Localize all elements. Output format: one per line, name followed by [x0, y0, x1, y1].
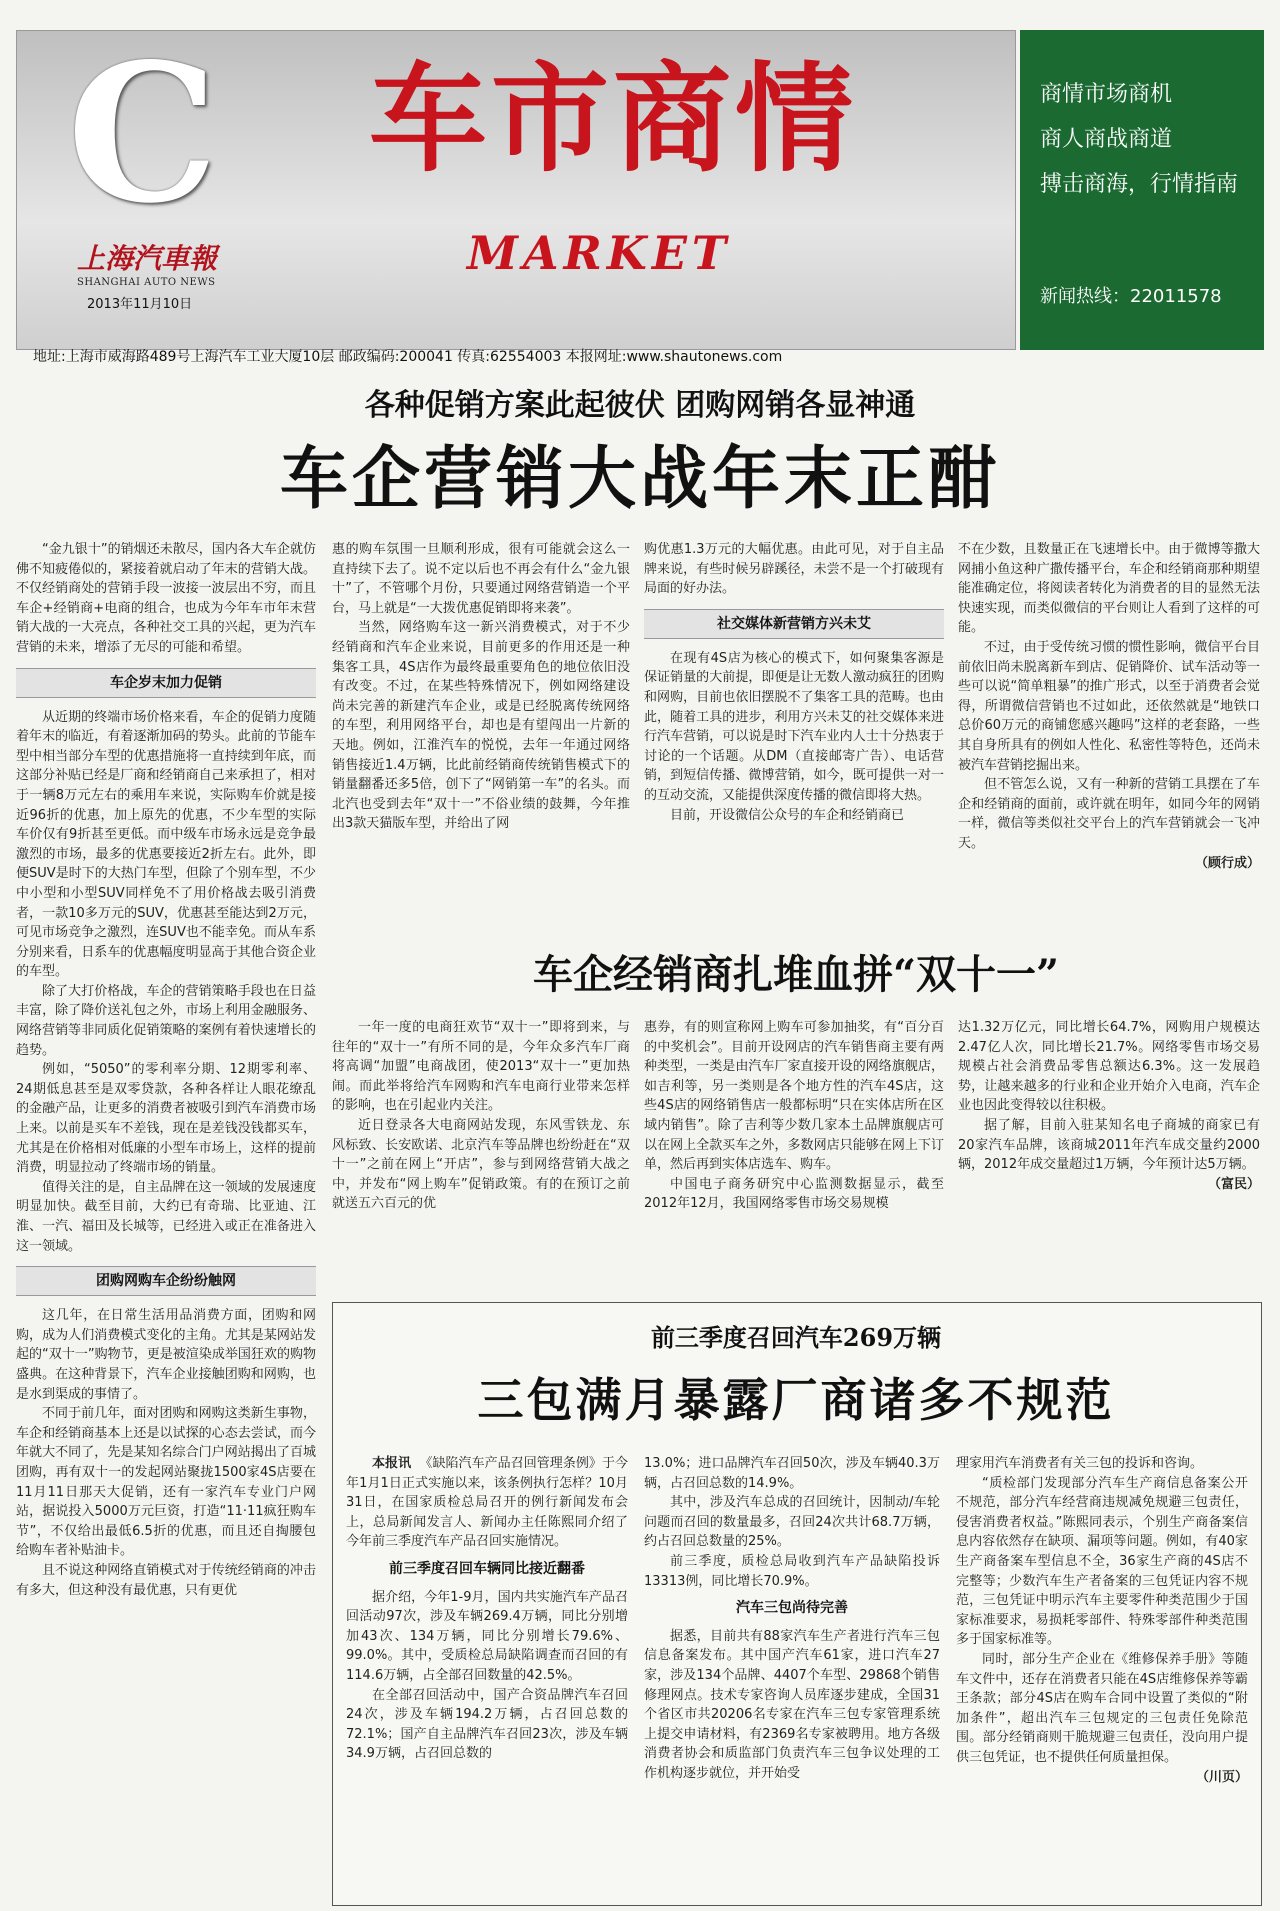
- paragraph: 例如，“5050”的零利率分期、12期零利率、24期低息甚至是双零贷款，各种各样让人眼花缭乱的金融产品，让更多的消费者被吸引到汽车消费市场上来。以前是买车不差钱，现在是差钱没钱都买车，尤其是在价格相对低廉的小型车市场上，这样的提前消费，明显拉动了终端市场的销量。: [16, 1062, 316, 1176]
- paragraph: 据介绍，今年1-9月，国内共实施汽车产品召回活动97次，涉及车辆269.4万辆，同比分别增加43次、134万辆，同比分别增长79.6%、99.0%。其中，受质检总局缺陷调查而召回的有114.6万辆，占全部召回数量的42.5%。: [346, 1589, 628, 1683]
- paragraph: 不过，由于受传统习惯的惯性影响，微信平台目前依旧尚未脱离新车到店、促销降价、试车活动等一些可以说“简单粗暴”的推广形式，以至于消费者会觉得，所谓微信营销也不过如此，还依然就是“地铁口总价60万元的商铺您感兴趣吗”这样的老套路，一些其自身所具有的例如人性化、私密性等特色，还尚未被汽车营销挖掘出来。: [958, 639, 1260, 773]
- section-title: 车市商情: [369, 49, 858, 188]
- story3-column-3: [956, 1454, 1248, 1787]
- masthead-panel: [16, 22, 1016, 365]
- paragraph: 其中，涉及汽车总成的召回统计，因制动/车轮问题而召回的数量最多，召回24次共计68.7万辆，约占召回总数量的25%。: [644, 1495, 940, 1550]
- subheading: 前三季度召回车辆同比接近翻番: [389, 1560, 585, 1577]
- paragraph: 前三季度，质检总局收到汽车产品缺陷投诉13313例，同比增长70.9%。: [644, 1553, 940, 1589]
- story3-kicker: 前三季度召回汽车269万辆: [650, 1323, 942, 1352]
- subheading: 汽车三包尚待完善: [736, 1600, 848, 1617]
- story2-column-2: [644, 1018, 944, 1214]
- paragraph: 理家用汽车消费者有关三包的投诉和咨询。: [956, 1456, 1204, 1471]
- section-title-en: MARKET: [467, 226, 732, 280]
- story1-headline: 车企营销大战年末正酣: [279, 440, 1000, 519]
- paragraph: 目前，开设微信公众号的车企和经销商已: [670, 807, 905, 823]
- paragraph: 达1.32万亿元，同比增长64.7%，网购用户规模达2.47亿人次，同比增长21.7%。网络零售市场交易规模占社会消费品零售总额达6.3%。这一发展趋势，让越来越多的行业和企业开始介入电商，汽车企业也因此变得较以往积极。: [958, 1020, 1260, 1114]
- subheading: 车企岁末加力促销: [16, 668, 316, 698]
- paragraph: 近日登录各大电商网站发现，东风雪铁龙、东风标致、长安欧诺、北京汽车等品牌也纷纷赶在“双十一”之前在网上“开店”，参与到网络营销大战之中，并发布“网上购车”促销政策。有的在预订之前就送五六百元的优: [332, 1117, 630, 1212]
- subheading: 团购网购车企纷纷触网: [16, 1266, 316, 1296]
- story1-kicker: 各种促销方案此起彼伏 团购网销各显神通: [364, 388, 916, 423]
- paragraph: 除了大打价格战，车企的营销策略手段也在日益丰富，除了降价送礼包之外，市场上利用金融服务、网络营销等非同质化促销策略的案例有着快速增长的趋势。: [16, 983, 316, 1058]
- paragraph: 在现有4S店为核心的模式下，如何聚集客源是保证销量的大前提，即便是让无数人激动疯狂的团购和网购，目前也依旧摆脱不了集客工具的范畴。也由此，随着工具的进步，利用方兴未艾的社交媒体来进行汽车营销，可以说是时下汽车业内人士十分热衷于讨论的一个话题。从DM（直接邮寄广告）、电话营销，到短信传播、微博营销，如今，既可提供一对一的互动交流，又能提供深度传播的微信即将大热。: [644, 650, 944, 803]
- paragraph: “质检部门发现部分汽车生产商信息备案公开不规范，部分汽车经营商违规减免规避三包责任，侵害消费者权益。”陈熙同表示，个别生产商备案信息内容依然存在缺项、漏项等问题。例如，有40家生产商备案车型信息不全，36家生产商的4S店不完整等；少数汽车生产者备案的三包凭证内容不规范，三包凭证中明示汽车主要零件种类范围少于国家标准要求，易损耗零部件、特殊零部件种类范围多于国家标准等。: [956, 1475, 1248, 1648]
- paragraph: 这几年，在日常生活用品消费方面，团购和网购，成为人们消费模式变化的主角。尤其是某网站发起的“双十一”购物节，更是被渲染成举国狂欢的购物盛典。在这种背景下，汽车企业接触团购和网购，也是水到渠成的事情了。: [16, 1308, 316, 1402]
- slogan-3: 搏击商海，行情指南: [1040, 172, 1239, 197]
- paragraph: 值得关注的是，自主品牌在这一领域的发展速度明显加快。截至目前，大约已有奇瑞、比亚迪、江淮、一汽、福田及长城等，已经进入或正在准备进入这一领域。: [16, 1179, 316, 1254]
- paragraph: 且不说这种网络直销模式对于传统经销商的冲击有多大，但这种没有最优惠，只有更优: [16, 1562, 316, 1598]
- story1-column-2: [332, 540, 630, 834]
- slogan-1: 商情市场商机: [1040, 82, 1173, 107]
- story2-column-1: [332, 1018, 630, 1214]
- section-letter: C: [67, 22, 219, 245]
- newspaper-name: 上海汽車報: [77, 242, 218, 275]
- story2-column-3: [958, 1018, 1260, 1194]
- newspaper-name-en: SHANGHAI AUTO NEWS: [77, 277, 216, 288]
- issue-date: 2013年11月10日: [87, 297, 193, 312]
- paragraph: 中国电子商务研究中心监测数据显示，截至2012年12月，我国网络零售市场交易规模: [644, 1176, 944, 1212]
- paragraph: 购优惠1.3万元的大幅优惠。由此可见，对于自主品牌来说，有些时候另辟蹊径，未尝不是一个打破现有局面的好办法。: [644, 542, 944, 597]
- story1-column-3: [644, 540, 944, 825]
- paragraph: “金九银十”的销烟还未散尽，国内各大车企就仿佛不知疲倦似的，紧接着就启动了年末的营销大战。不仅经销商处的营销手段一波接一波层出不穷，而且车企+经销商+电商的组合，也成为今年车市年末营销大战的一大亮点，各种社交工具的兴起，更为汽车营销的未来，增添了无尽的可能和希望。: [16, 542, 316, 655]
- paragraph: 当然，网络购车这一新兴消费模式，对于不少经销商和汽车企业来说，目前更多的作用还是一种集客工具，4S店作为最终最重要角色的地位依旧没有改变。不过，在某些特殊情况下，例如网络建设尚未完善的新建汽车企业，或是已经脱离传统网络的车型，利用网络平台，却也是有望闯出一片新的天地。例如，江淮汽车的悦悦，去年一年通过网络销售接近1.4万辆，比此前经销商传统销售模式下的销量翻番还多5倍，创下了“网销第一车”的名头。而北汽也受到去年“双十一”不俗业绩的鼓舞，今年推出3款天猫版车型，并给出了网: [332, 620, 630, 832]
- paragraph: 一年一度的电商狂欢节“双十一”即将到来，与往年的“双十一”有所不同的是，今年众多汽车厂商将高调“加盟”电商战团，使2013“双十一”更加热闹。而此举将给汽车网购和汽车电商行业带来怎样的影响，也在引起业内关注。: [332, 1020, 630, 1114]
- paragraph: 不同于前几年，面对团购和网购这类新生事物，车企和经销商基本上还是以试探的心态去尝试，而今年就大不同了，先是某知名综合门户网站揭出了百城团购，再有双十一的发起网站聚拢1500家4S店要在11月11日那天大促销，还有一家汽车专业门户网站，据说投入5000万元巨资，打造“11·11疯狂购车节”，不仅给出最低6.5折的优惠，而且还自掏腰包给购车者补贴油卡。: [16, 1406, 316, 1559]
- slogan-2: 商人商战商道: [1040, 127, 1173, 152]
- subheading: 社交媒体新营销方兴未艾: [644, 609, 944, 639]
- address-line: 地址:上海市威海路489号上海汽车工业大厦10层 邮政编码:200041 传真:62554003 本报网址:www.shautonews.com: [33, 349, 783, 365]
- byline: （顾行成）: [1194, 855, 1260, 871]
- paragraph: 13.0%；进口品牌汽车召回50次，涉及车辆40.3万辆，占召回总数的14.9%。: [644, 1456, 940, 1491]
- story1-column-4: [958, 540, 1260, 873]
- paragraph: 据悉，目前共有88家汽车生产者进行汽车三包信息备案发布。其中国产汽车61家，进口汽车27家，涉及134个品牌、4407个车型、29868个销售修理网点。技术专家咨询人员库逐步建成，全国31个省区市共20206名专家在汽车三包专家管理系统上提交申请材料，有2369名专家被聘用。地方各级消费者协会和质监部门负责汽车三包争议处理的工作机构逐步就位，并开始受: [644, 1628, 940, 1781]
- paragraph: 惠券，有的则宣称网上购车可参加抽奖，有“百分百的中奖机会”。目前开设网店的汽车销售商主要有两种类型，一类是由汽车厂家直接开设的网络旗舰店，如吉利等，另一类则是各个地方性的汽车4S店，这些4S店的网络销售店一般都标明“只在实体店所在区域内销售”。除了吉利等少数几家本土品牌旗舰店可以在网上全款买车之外，多数网店只能够在网上下订单，然后再到实体店选车、购车。: [644, 1020, 944, 1173]
- paragraph: 《缺陷汽车产品召回管理条例》于今年1月1日正式实施以来，该条例执行怎样？10月31日，在国家质检总局召开的例行新闻发布会上，总局新闻发言人、新闻办主任陈熙同介绍了今年前三季度汽车产品召回实施情况。: [346, 1456, 628, 1550]
- story3-column-2: [644, 1454, 940, 1784]
- story1-column-1: [16, 540, 316, 1600]
- paragraph: 据了解，目前入驻某知名电子商城的商家已有20家汽车品牌，该商城2011年汽车成交量约2000辆，2012年成交量超过1万辆，今年预计达5万辆。: [958, 1117, 1260, 1173]
- byline: （川页）: [1195, 1769, 1248, 1785]
- byline: （富民）: [1207, 1176, 1260, 1192]
- lead-tag: 本报讯: [372, 1456, 412, 1471]
- paragraph: 但不管怎么说，又有一种新的营销工具摆在了车企和经销商的面前，或许就在明年，如同今年的网销一样，微信等类似社交平台上的汽车营销就会一飞冲天。: [958, 777, 1260, 851]
- news-hotline: 新闻热线：22011578: [1040, 286, 1222, 307]
- story3-column-1: [346, 1454, 628, 1764]
- story3-headline: 三包满月暴露厂商诸多不规范: [477, 1373, 1115, 1427]
- paragraph: 同时，部分生产企业在《维修保养手册》等随车文件中，还存在消费者只能在4S店维修保养等霸王条款；部分4S店在购车合同中设置了类似的“附加条件”，超出汽车三包规定的三包责任免除范围。部分经销商则干脆规避三包责任，没向用户提供三包凭证，也不提供任何质量担保。: [956, 1651, 1248, 1765]
- story2-headline: 车企经销商扎堆血拼“双十一”: [532, 951, 1059, 998]
- paragraph: 惠的购车氛围一旦顺利形成，很有可能就会这么一直持续下去了。说不定以后也不再会有什么“金九银十”了，不管哪个月份，只要通过网络营销造一个平台，马上就是“一大拨优惠促销即将来袭”。: [332, 542, 630, 616]
- paragraph: 从近期的终端市场价格来看，车企的促销力度随着年末的临近，有着逐渐加码的势头。此前的节能车型中相当部分车型的优惠措施将一直持续到年底，而这部分补贴已经是厂商和经销商自己来承担了，相对于一辆8万元左右的乘用车来说，实际购车价就是接近96折的优惠，加上原先的优惠，不少车型的实际车价仅有9折甚至更低。而中级车市场永远是竞争最激烈的市场，最多的优惠要接近2折左右。此外，即便SUV是时下的大热门车型，但除了个别车型，不少中小型和小型SUV同样免不了用价格战去吸引消费者，一款10多万元的SUV，优惠甚至能达到2万元，可见市场竞争之激烈，连SUV也不能幸免。而从车系分别来看，日系车的优惠幅度明显高于其他合资企业的车型。: [16, 709, 316, 980]
- paragraph: 在全部召回活动中，国产合资品牌汽车召回24次，涉及车辆194.2万辆，占召回总数的72.1%；国产自主品牌汽车召回23次，涉及车辆34.9万辆，占召回总数的: [346, 1687, 628, 1762]
- slogan-panel: [1020, 30, 1264, 350]
- paragraph: 不在少数，且数量正在飞速增长中。由于微博等撒大网捕小鱼这种广撒传播平台，车企和经销商那种期望能准确定位，将阅读者转化为消费者的目的显然无法快速实现，而类似微信的平台则让人看到了这样的可能。: [958, 542, 1260, 636]
